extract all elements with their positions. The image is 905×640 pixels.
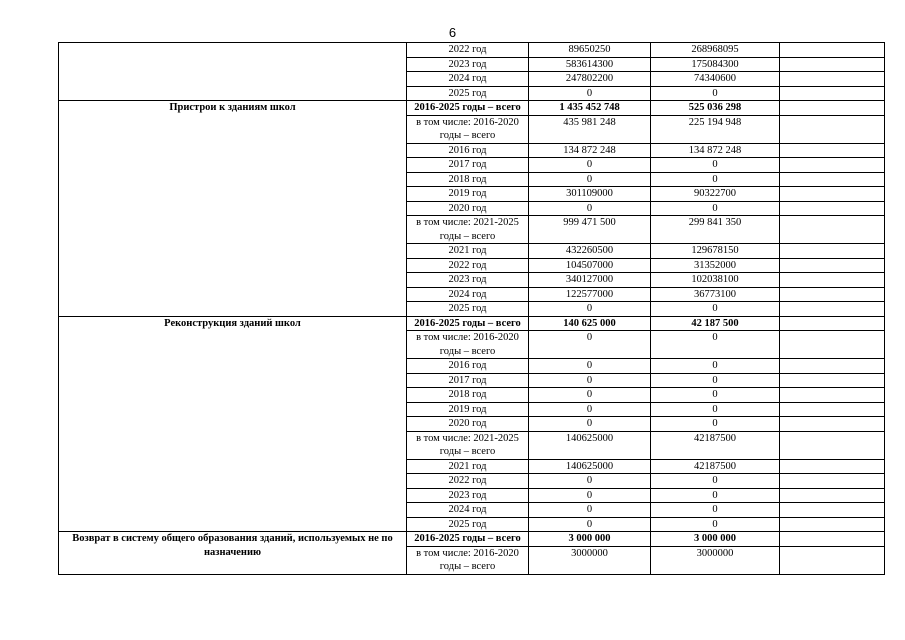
empty-cell	[780, 158, 885, 173]
period-cell: 2024 год	[407, 287, 529, 302]
budget-amount-cell: 0	[651, 402, 780, 417]
budget-amount-cell: 0	[651, 158, 780, 173]
period-cell: 2024 год	[407, 72, 529, 87]
period-cell: 2022 год	[407, 474, 529, 489]
period-cell: 2019 год	[407, 402, 529, 417]
empty-cell	[780, 517, 885, 532]
empty-cell	[780, 373, 885, 388]
period-cell: 2016 год	[407, 143, 529, 158]
empty-cell	[780, 57, 885, 72]
empty-cell	[780, 287, 885, 302]
period-cell: 2019 год	[407, 187, 529, 202]
budget-amount-cell: 0	[651, 359, 780, 374]
period-cell: 2022 год	[407, 258, 529, 273]
empty-cell	[780, 503, 885, 518]
empty-cell	[780, 359, 885, 374]
total-amount-cell: 0	[529, 488, 651, 503]
period-cell: 2016-2025 годы – всего	[407, 101, 529, 116]
empty-cell	[780, 258, 885, 273]
budget-amount-cell: 0	[651, 331, 780, 359]
budget-amount-cell: 0	[651, 517, 780, 532]
period-cell: 2021 год	[407, 459, 529, 474]
empty-cell	[780, 459, 885, 474]
budget-amount-cell: 0	[651, 474, 780, 489]
empty-cell	[780, 72, 885, 87]
period-cell: 2016 год	[407, 359, 529, 374]
period-cell: 2016-2025 годы – всего	[407, 532, 529, 547]
activity-name-cell: Реконструкция зданий школ	[59, 316, 407, 532]
total-amount-cell: 0	[529, 158, 651, 173]
empty-cell	[780, 331, 885, 359]
budget-amount-cell: 0	[651, 503, 780, 518]
total-amount-cell: 3000000	[529, 546, 651, 574]
empty-cell	[780, 143, 885, 158]
budget-table	[58, 42, 885, 575]
period-cell: 2020 год	[407, 417, 529, 432]
empty-cell	[780, 115, 885, 143]
empty-cell	[780, 546, 885, 574]
period-cell: 2018 год	[407, 388, 529, 403]
empty-cell	[780, 187, 885, 202]
budget-amount-cell: 0	[651, 86, 780, 101]
period-cell: 2025 год	[407, 86, 529, 101]
budget-amount-cell: 42187500	[651, 459, 780, 474]
budget-amount-cell: 3 000 000	[651, 532, 780, 547]
total-amount-cell: 140625000	[529, 459, 651, 474]
empty-cell	[780, 86, 885, 101]
budget-amount-cell: 3000000	[651, 546, 780, 574]
total-amount-cell: 0	[529, 474, 651, 489]
budget-amount-cell: 42 187 500	[651, 316, 780, 331]
total-amount-cell: 0	[529, 503, 651, 518]
budget-amount-cell: 42187500	[651, 431, 780, 459]
total-amount-cell: 89650250	[529, 43, 651, 58]
period-cell: 2017 год	[407, 373, 529, 388]
budget-table-body	[59, 43, 885, 575]
budget-amount-cell: 225 194 948	[651, 115, 780, 143]
budget-amount-cell: 0	[651, 388, 780, 403]
budget-amount-cell: 0	[651, 488, 780, 503]
empty-cell	[780, 431, 885, 459]
budget-amount-cell: 175084300	[651, 57, 780, 72]
total-amount-cell: 0	[529, 373, 651, 388]
empty-cell	[780, 101, 885, 116]
period-cell: 2025 год	[407, 302, 529, 317]
period-cell: в том числе: 2021-2025 годы – всего	[407, 431, 529, 459]
total-amount-cell: 134 872 248	[529, 143, 651, 158]
empty-cell	[780, 402, 885, 417]
empty-cell	[780, 474, 885, 489]
period-cell: 2021 год	[407, 244, 529, 259]
total-amount-cell: 0	[529, 417, 651, 432]
budget-amount-cell: 268968095	[651, 43, 780, 58]
empty-cell	[780, 201, 885, 216]
total-amount-cell: 0	[529, 331, 651, 359]
period-cell: 2016-2025 годы – всего	[407, 316, 529, 331]
total-amount-cell: 104507000	[529, 258, 651, 273]
period-cell: в том числе: 2016-2020 годы – всего	[407, 546, 529, 574]
empty-cell	[780, 488, 885, 503]
total-amount-cell: 0	[529, 302, 651, 317]
total-amount-cell: 432260500	[529, 244, 651, 259]
empty-cell	[780, 216, 885, 244]
period-cell: 2018 год	[407, 172, 529, 187]
activity-name-cell	[59, 43, 407, 101]
total-amount-cell: 0	[529, 201, 651, 216]
period-cell: в том числе: 2016-2020 годы – всего	[407, 331, 529, 359]
period-cell: 2023 год	[407, 488, 529, 503]
table-row	[59, 43, 885, 58]
period-cell: 2022 год	[407, 43, 529, 58]
budget-amount-cell: 0	[651, 201, 780, 216]
empty-cell	[780, 316, 885, 331]
total-amount-cell: 0	[529, 86, 651, 101]
total-amount-cell: 0	[529, 402, 651, 417]
budget-amount-cell: 36773100	[651, 287, 780, 302]
empty-cell	[780, 172, 885, 187]
total-amount-cell: 1 435 452 748	[529, 101, 651, 116]
total-amount-cell: 435 981 248	[529, 115, 651, 143]
activity-name-cell: Пристрои к зданиям школ	[59, 101, 407, 317]
period-cell: 2023 год	[407, 57, 529, 72]
table-row	[59, 532, 885, 547]
total-amount-cell: 0	[529, 172, 651, 187]
total-amount-cell: 3 000 000	[529, 532, 651, 547]
budget-amount-cell: 0	[651, 302, 780, 317]
period-cell: в том числе: 2021-2025 годы – всего	[407, 216, 529, 244]
empty-cell	[780, 302, 885, 317]
budget-amount-cell: 102038100	[651, 273, 780, 288]
budget-amount-cell: 525 036 298	[651, 101, 780, 116]
period-cell: в том числе: 2016-2020 годы – всего	[407, 115, 529, 143]
empty-cell	[780, 244, 885, 259]
empty-cell	[780, 273, 885, 288]
empty-cell	[780, 388, 885, 403]
total-amount-cell: 140625000	[529, 431, 651, 459]
page-number: 6	[448, 25, 457, 40]
budget-amount-cell: 129678150	[651, 244, 780, 259]
budget-amount-cell: 31352000	[651, 258, 780, 273]
total-amount-cell: 247802200	[529, 72, 651, 87]
budget-amount-cell: 299 841 350	[651, 216, 780, 244]
budget-amount-cell: 90322700	[651, 187, 780, 202]
empty-cell	[780, 532, 885, 547]
table-row	[59, 316, 885, 331]
total-amount-cell: 999 471 500	[529, 216, 651, 244]
period-cell: 2023 год	[407, 273, 529, 288]
total-amount-cell: 122577000	[529, 287, 651, 302]
budget-amount-cell: 134 872 248	[651, 143, 780, 158]
total-amount-cell: 0	[529, 359, 651, 374]
period-cell: 2020 год	[407, 201, 529, 216]
total-amount-cell: 0	[529, 517, 651, 532]
total-amount-cell: 340127000	[529, 273, 651, 288]
total-amount-cell: 301109000	[529, 187, 651, 202]
empty-cell	[780, 43, 885, 58]
period-cell: 2017 год	[407, 158, 529, 173]
total-amount-cell: 583614300	[529, 57, 651, 72]
total-amount-cell: 140 625 000	[529, 316, 651, 331]
activity-name-cell: Возврат в систему общего образования зданий, используемых не по назначению	[59, 532, 407, 575]
period-cell: 2024 год	[407, 503, 529, 518]
period-cell: 2025 год	[407, 517, 529, 532]
budget-amount-cell: 0	[651, 417, 780, 432]
budget-amount-cell: 74340600	[651, 72, 780, 87]
budget-amount-cell: 0	[651, 373, 780, 388]
empty-cell	[780, 417, 885, 432]
budget-amount-cell: 0	[651, 172, 780, 187]
table-row	[59, 101, 885, 116]
total-amount-cell: 0	[529, 388, 651, 403]
